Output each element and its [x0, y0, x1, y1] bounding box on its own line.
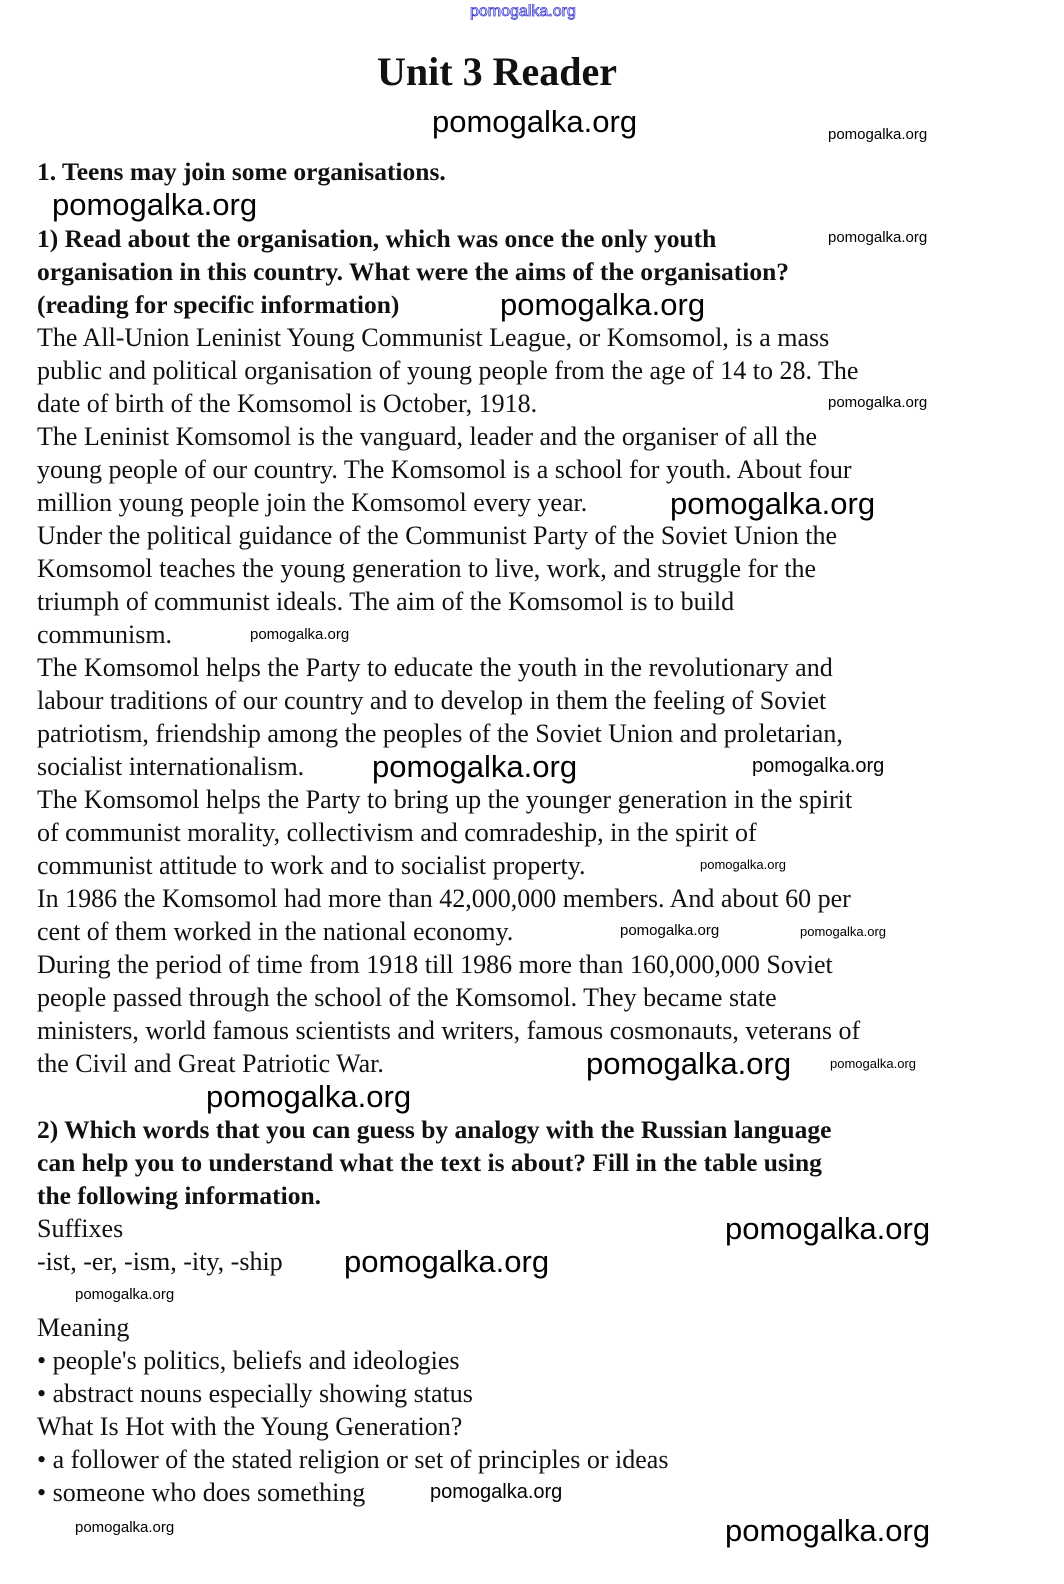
- text-line: public and political organisation of young people from the age of 14 to 28. The: [37, 356, 859, 385]
- meaning-line: • someone who does something: [37, 1478, 366, 1507]
- watermark: pomogalka.org: [828, 229, 928, 246]
- watermark: pomogalka.org: [725, 1513, 931, 1548]
- watermark: pomogalka.org: [250, 626, 350, 643]
- spacer: [37, 1278, 1037, 1311]
- watermark: pomogalka.org: [670, 486, 876, 521]
- suffix-line: Suffixes: [37, 1214, 124, 1243]
- watermark: pomogalka.org: [470, 3, 576, 20]
- watermark: pomogalka.org: [828, 394, 928, 411]
- watermark: pomogalka.org: [800, 924, 886, 939]
- section-heading: 1. Teens may join some organisations.: [37, 157, 446, 186]
- text-line: the Civil and Great Patriotic War.: [37, 1049, 384, 1078]
- task-instruction-line: 2) Which words that you can guess by analogy with the Russian language: [37, 1115, 832, 1144]
- watermark: pomogalka.org: [206, 1079, 412, 1114]
- text-line: patriotism, friendship among the peoples of the Soviet Union and proletarian,: [37, 719, 843, 748]
- document-body: [37, 155, 1037, 1509]
- meaning-line: Meaning: [37, 1313, 130, 1342]
- text-line: The Komsomol helps the Party to educate the youth in the revolutionary and: [37, 653, 833, 682]
- text-line: date of birth of the Komsomol is October, 1918.: [37, 389, 538, 418]
- text-line: people passed through the school of the Komsomol. They became state: [37, 983, 777, 1012]
- meaning-line: • people's politics, beliefs and ideologies: [37, 1346, 460, 1375]
- text-line: cent of them worked in the national economy.: [37, 917, 514, 946]
- text-line: The Komsomol helps the Party to bring up the younger generation in the spirit: [37, 785, 853, 814]
- watermark: pomogalka.org: [75, 1519, 175, 1536]
- watermark: pomogalka.org: [75, 1286, 175, 1303]
- watermark: pomogalka.org: [52, 187, 258, 222]
- task-instruction-line: 1) Read about the organisation, which was once the only youth: [37, 224, 717, 253]
- text-line: socialist internationalism.: [37, 752, 305, 781]
- watermark: pomogalka.org: [620, 922, 720, 939]
- watermark: pomogalka.org: [372, 749, 578, 784]
- watermark: pomogalka.org: [700, 857, 786, 872]
- page-title: Unit 3 Reader: [377, 49, 617, 94]
- meaning-line: • a follower of the stated religion or set of principles or ideas: [37, 1445, 669, 1474]
- watermark: pomogalka.org: [430, 1481, 563, 1503]
- watermark: pomogalka.org: [344, 1244, 550, 1279]
- watermark: pomogalka.org: [828, 126, 928, 143]
- text-line: labour traditions of our country and to develop in them the feeling of Soviet: [37, 686, 827, 715]
- watermark: pomogalka.org: [432, 104, 638, 139]
- task-instruction-line: can help you to understand what the text is about? Fill in the table using: [37, 1148, 822, 1177]
- text-line: Under the political guidance of the Communist Party of the Soviet Union the: [37, 521, 838, 550]
- text-line: triumph of communist ideals. The aim of the Komsomol is to build: [37, 587, 735, 616]
- meaning-line: • abstract nouns especially showing status: [37, 1379, 473, 1408]
- watermark: pomogalka.org: [500, 287, 706, 322]
- task-instruction-line: (reading for specific information): [37, 290, 400, 319]
- watermark: pomogalka.org: [830, 1056, 916, 1071]
- text-line: million young people join the Komsomol every year.: [37, 488, 588, 517]
- task-instruction-line: organisation in this country. What were the aims of the organisation?: [37, 257, 790, 286]
- suffix-line: -ist, -er, -ism, -ity, -ship: [37, 1247, 283, 1276]
- task-instruction-line: the following information.: [37, 1181, 322, 1210]
- text-line: ministers, world famous scientists and writers, famous cosmonauts, veterans of: [37, 1016, 861, 1045]
- watermark: pomogalka.org: [725, 1211, 931, 1246]
- text-line: The All-Union Leninist Young Communist League, or Komsomol, is a mass: [37, 323, 830, 352]
- text-line: During the period of time from 1918 till 1986 more than 160,000,000 Soviet: [37, 950, 833, 979]
- text-line: The Leninist Komsomol is the vanguard, leader and the organiser of all the: [37, 422, 818, 451]
- text-line: young people of our country. The Komsomol is a school for youth. About four: [37, 455, 852, 484]
- spacer: [37, 1080, 1037, 1113]
- text-line: of communist morality, collectivism and comradeship, in the spirit of: [37, 818, 757, 847]
- text-line: In 1986 the Komsomol had more than 42,000,000 members. And about 60 per: [37, 884, 851, 913]
- text-line: Komsomol teaches the young generation to live, work, and struggle for the: [37, 554, 817, 583]
- meaning-line: What Is Hot with the Young Generation?: [37, 1412, 463, 1441]
- text-line: communism.: [37, 620, 173, 649]
- watermark: pomogalka.org: [586, 1046, 792, 1081]
- watermark: pomogalka.org: [752, 755, 885, 777]
- text-line: communist attitude to work and to socialist property.: [37, 851, 586, 880]
